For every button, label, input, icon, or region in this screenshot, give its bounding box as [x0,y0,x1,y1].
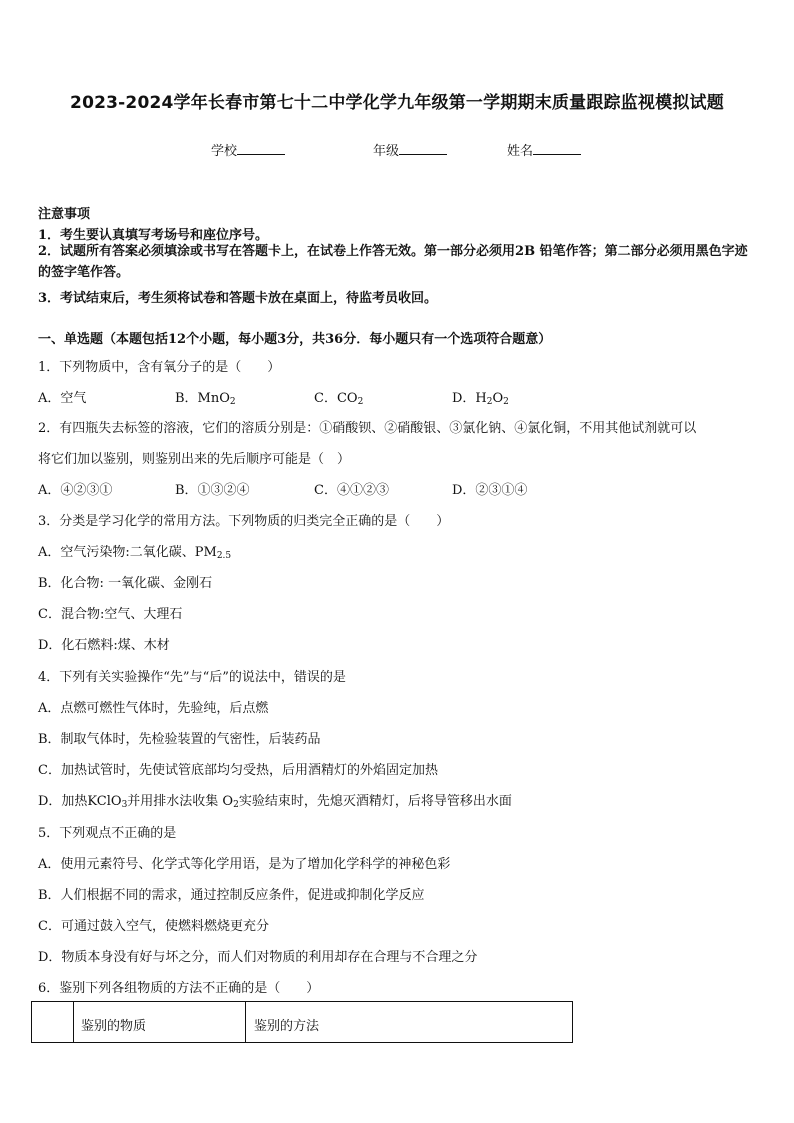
q1-option-d: D．$H_2O_2$ [452,391,509,407]
q4-option-a: A．点燃可燃性气体时，先验纯，后点燃 [38,701,269,716]
q3-option-d: D．化石燃料:煤、木材 [38,638,170,653]
question-4-stem: 4．下列有关实验操作“先”与“后”的说法中，错误的是 [38,670,346,685]
table-header-cell-substances [73,1002,246,1042]
q4-option-d: D．加热KClO$_3$并用排水法收集 $O_2$实验结束时，先熄灭酒精灯，后将导管移出水面 [38,794,512,810]
exam-title: 2023-2024学年长春市第七十二中学化学九年级第一学期期末质量跟踪监视模拟试题 [70,93,724,113]
notice-item-3: 3．考试结束后，考生须将试卷和答题卡放在桌面上，待监考员收回。 [38,291,438,306]
q5-option-b: B．人们根据不同的需求，通过控制反应条件，促进或抑制化学反应 [38,888,425,903]
notice-item-2: 2．试题所有答案必须填涂或书写在答题卡上，在试卷上作答无效。第一部分必须用2B 铅笔作答；第二部分必须用黑色字迹的签字笔作答。 [38,244,748,280]
notice-item-1: 1．考生要认真填写考场号和座位序号。 [38,228,269,243]
question-5-stem: 5．下列观点不正确的是 [38,826,177,841]
table-header-method: 鉴别的方法 [254,1019,320,1034]
school-label: 学校 [211,144,238,159]
q5-option-a: A．使用元素符号、化学式等化学用语，是为了增加化学科学的神秘色彩 [38,857,451,872]
grade-blank[interactable] [399,142,447,155]
q2-option-d: D．②③①④ [452,483,528,498]
q1-option-b: B．MnO$_2$ [175,391,236,407]
q2-option-c: C．④①②③ [314,483,389,498]
school-field [211,140,285,159]
student-info-fields [0,140,794,160]
grade-label: 年级 [373,144,400,159]
q3-option-c: C．混合物:空气、大理石 [38,607,183,622]
name-label: 姓名 [507,144,534,159]
q6-table [31,1001,573,1043]
name-field [507,140,581,159]
q3-option-a: A．空气污染物:二氧化碳、$PM_{2.5}$ [38,545,232,561]
table-header-cell-blank [32,1002,74,1042]
q3-option-b: B．化合物: 一氧化碳、金刚石 [38,576,213,591]
question-6-stem: 6．鉴别下列各组物质的方法不正确的是（ ） [38,981,320,996]
question-3-stem: 3．分类是学习化学的常用方法。下列物质的归类完全正确的是（ ） [38,514,450,529]
q1-option-a: A．空气 [38,391,87,406]
school-blank[interactable] [237,142,285,155]
name-blank[interactable] [533,142,581,155]
notice-heading: 注意事项 [38,207,91,222]
q5-option-d: D．物质本身没有好与坏之分，而人们对物质的利用却存在合理与不合理之分 [38,950,478,965]
question-1-stem: 1．下列物质中，含有氧分子的是（ ） [38,360,281,375]
q1-option-c: C．$CO_2$ [314,391,364,407]
q2-option-b: B．①③②④ [175,483,250,498]
q4-option-c: C．加热试管时，先使试管底部均匀受热，后用酒精灯的外焰固定加热 [38,763,438,778]
question-2-stem-line2: 将它们加以鉴别，则鉴别出来的先后顺序可能是（ ） [38,452,351,467]
q2-option-a: A．④②③① [38,483,113,498]
section-heading: 一、单选题（本题包括12个小题，每小题3分，共36分．每小题只有一个选项符合题意） [38,332,552,347]
q4-option-b: B．制取气体时，先检验装置的气密性，后装药品 [38,732,321,747]
grade-field [373,140,447,159]
q5-option-c: C．可通过鼓入空气，使燃料燃烧更充分 [38,919,269,934]
table-header-substances: 鉴别的物质 [81,1019,147,1034]
question-2-stem-line1: 2．有四瓶失去标签的溶液，它们的溶质分别是：①硝酸钡、②硝酸银、③氯化钠、④氯化铜，不用其他试剂就可以 [38,421,697,436]
